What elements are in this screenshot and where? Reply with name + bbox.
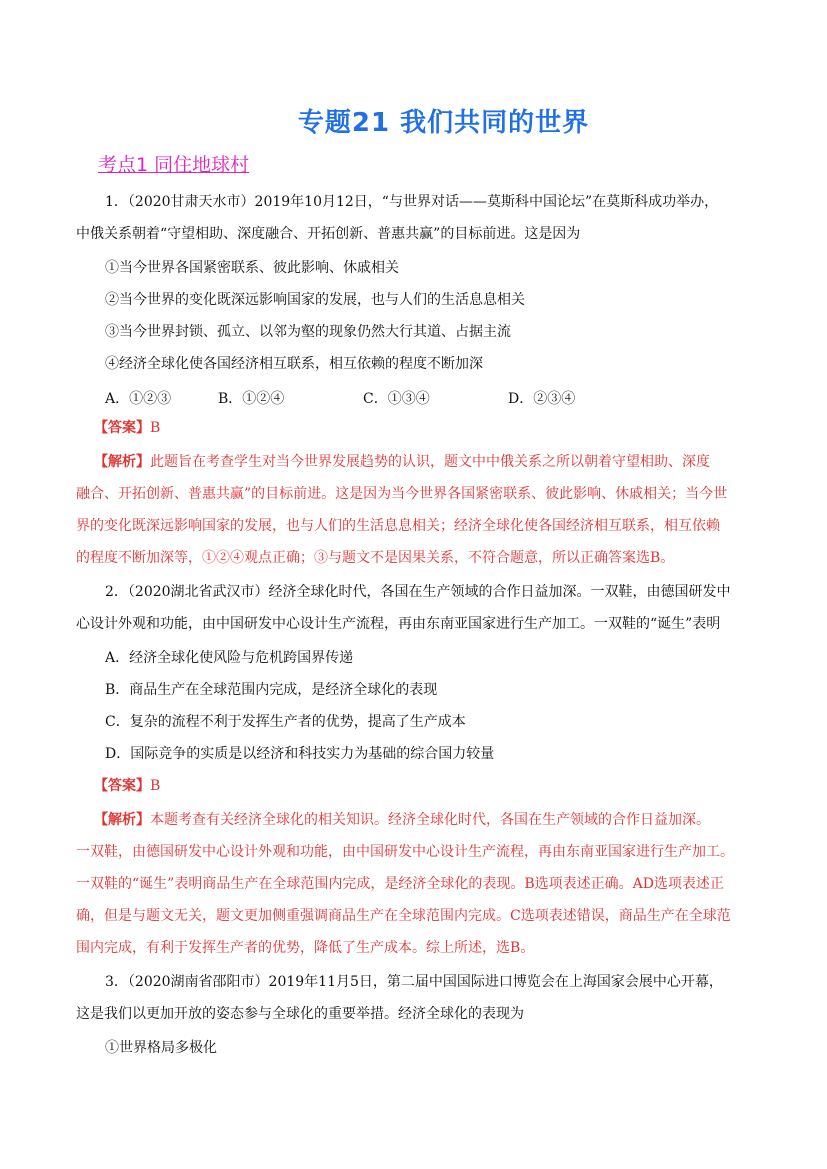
q3-stem-line-2: 这是我们以更加开放的姿态参与全球化的重要举措。经济全球化的表现为 xyxy=(76,1006,524,1022)
q1-item-2: ②当今世界的变化既深远影响国家的发展，也与人们的生活息息相关 xyxy=(105,292,525,308)
q1-option-a: A．①②③ xyxy=(105,391,172,407)
q1-option-d: D．②③④ xyxy=(508,391,576,407)
q2-option-a: A．经济全球化使风险与危机跨国界传递 xyxy=(105,650,354,666)
answer-tag: 【答案】 xyxy=(94,778,150,794)
q1-option-b: B．①②④ xyxy=(218,391,285,407)
analysis-tag: 【解析】 xyxy=(94,454,150,470)
q2-analysis-line-3: 一双鞋的“诞生”表明商品生产在全球范围内完成，是经济全球化的表现。B选项表述正确。AD选项表述正 xyxy=(76,876,724,892)
q1-item-1: ①当今世界各国紧密联系、彼此影响、休戚相关 xyxy=(105,260,399,276)
q2-option-d: D．国际竞争的实质是以经济和科技实力为基础的综合国力较量 xyxy=(105,746,495,762)
q2-analysis-line-4: 确，但是与题文无关，题文更加侧重强调商品生产在全球范围内完成。C选项表述错误，商品生产在全球范 xyxy=(76,908,731,924)
answer-value: B xyxy=(150,420,161,436)
q2-option-b: B．商品生产在全球范围内完成，是经济全球化的表现 xyxy=(105,682,438,698)
q2-analysis-line-1 xyxy=(94,810,710,830)
answer-tag: 【答案】 xyxy=(94,420,150,436)
q1-analysis-line-1 xyxy=(94,452,710,472)
analysis-text: 本题考查有关经济全球化的相关知识。经济全球化时代，各国在生产领域的合作日益加深。 xyxy=(150,812,710,828)
analysis-text: 此题旨在考查学生对当今世界发展趋势的认识，题文中中俄关系之所以朝着守望相助、深度 xyxy=(150,454,710,470)
analysis-tag: 【解析】 xyxy=(94,812,150,828)
q1-analysis-line-2: 融合、开拓创新、普惠共赢”的目标前进。这是因为当今世界各国紧密联系、彼此影响、休戚相关；当今世 xyxy=(76,486,728,502)
q1-analysis-line-4: 的程度不断加深等，①②④观点正确；③与题文不是因果关系，不符合题意，所以正确答案选B。 xyxy=(76,550,675,566)
q2-option-c: C．复杂的流程不利于发挥生产者的优势，提高了生产成本 xyxy=(105,714,466,730)
section-heading: 考点1 同住地球村 xyxy=(98,154,250,176)
q2-stem-line-1: 2．（2020湖北省武汉市）经济全球化时代，各国在生产领域的合作日益加深。一双鞋，由德国研发中 xyxy=(105,584,731,600)
page-title: 专题21 我们共同的世界 xyxy=(297,108,590,138)
q1-item-3: ③当今世界封锁、孤立、以邻为壑的现象仍然大行其道、占据主流 xyxy=(105,324,511,340)
q1-answer xyxy=(94,418,160,438)
q1-stem-line-2: 中俄关系朝着“守望相助、深度融合、开拓创新、普惠共赢”的目标前进。这是因为 xyxy=(76,226,581,242)
q2-analysis-line-2: 一双鞋，由德国研发中心设计外观和功能，由中国研发中心设计生产流程，再由东南亚国家进行生产加工。 xyxy=(76,844,734,860)
q3-stem-line-1: 3．（2020湖南省邵阳市）2019年11月5日，第二届中国国际进口博览会在上海国家会展中心开幕， xyxy=(105,974,723,990)
q2-stem-line-2: 心设计外观和功能，由中国研发中心设计生产流程，再由东南亚国家进行生产加工。一双鞋的“诞生”表明 xyxy=(76,616,721,632)
q3-item-1: ①世界格局多极化 xyxy=(105,1040,217,1056)
q2-analysis-line-5: 围内完成，有利于发挥生产者的优势，降低了生产成本。综上所述，选B。 xyxy=(76,940,535,956)
q1-analysis-line-3: 界的变化既深远影响国家的发展，也与人们的生活息息相关；经济全球化使各国经济相互联系，相互依赖 xyxy=(76,518,720,534)
q1-option-c: C．①③④ xyxy=(363,391,430,407)
answer-value: B xyxy=(150,778,161,794)
q1-item-4: ④经济全球化使各国经济相互联系，相互依赖的程度不断加深 xyxy=(105,356,483,372)
q2-answer xyxy=(94,776,160,796)
q1-stem-line-1: 1．（2020甘肃天水市）2019年10月12日，“与世界对话——莫斯科中国论坛”在莫斯科成功举办， xyxy=(105,194,719,210)
